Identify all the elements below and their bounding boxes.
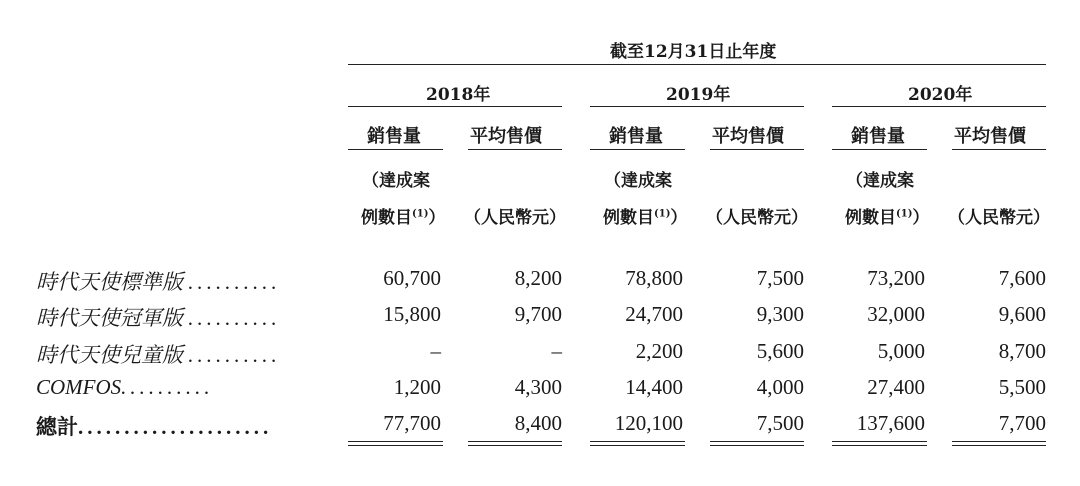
col-volume-2018: 銷售量 — [367, 126, 421, 147]
cell-standard-volume-2018: 60,700 — [383, 266, 441, 290]
col-underline-price-2019 — [710, 149, 804, 150]
period-underline — [348, 64, 1046, 65]
year-header-2019: 2019年 — [666, 85, 731, 105]
cell-total-price-2018: 8,400 — [514, 411, 562, 435]
row-label-comfos: COMFOS.......... — [36, 375, 214, 399]
cell-champion-price-2020: 9,600 — [998, 302, 1046, 326]
cell-champion-price-2018: 9,700 — [514, 302, 562, 326]
cell-total-price-2019: 7,500 — [756, 411, 804, 435]
col-underline-volume-2018 — [348, 149, 443, 150]
cell-comfos-price-2020: 5,500 — [998, 375, 1046, 399]
col-underline-price-2020 — [952, 149, 1046, 150]
row-label-children: 時代天使兒童版 .......... — [36, 343, 281, 367]
price-unit-2019: （人民幣元） — [706, 208, 808, 228]
total-double-rule-volume-2020 — [832, 441, 927, 446]
cell-children-volume-2020: 5,000 — [877, 339, 925, 363]
cell-champion-price-2019: 9,300 — [756, 302, 804, 326]
year-underline-2019 — [590, 106, 804, 107]
year-header-2018: 2018年 — [426, 85, 491, 105]
cell-total-volume-2019: 120,100 — [614, 411, 683, 435]
col-underline-volume-2019 — [590, 149, 685, 150]
cell-standard-price-2019: 7,500 — [756, 266, 804, 290]
cell-children-volume-2018: – — [430, 339, 441, 363]
cell-champion-volume-2019: 24,700 — [625, 302, 683, 326]
total-double-rule-price-2019 — [710, 441, 804, 446]
year-underline-2018 — [348, 106, 562, 107]
cell-total-volume-2020: 137,600 — [856, 411, 925, 435]
cell-comfos-volume-2018: 1,200 — [393, 375, 441, 399]
cell-standard-volume-2020: 73,200 — [867, 266, 925, 290]
cell-children-price-2020: 8,700 — [998, 339, 1046, 363]
col-volume-2020: 銷售量 — [851, 126, 905, 147]
row-label-total: 總計..................... — [36, 415, 273, 439]
volume-unit-line2-2019: 例數目$^{(1)}$） — [603, 208, 688, 228]
cell-standard-price-2018: 8,200 — [514, 266, 562, 290]
price-unit-2020: （人民幣元） — [948, 208, 1050, 228]
year-header-2020: 2020年 — [908, 85, 973, 105]
cell-comfos-volume-2020: 27,400 — [867, 375, 925, 399]
cell-standard-price-2020: 7,600 — [998, 266, 1046, 290]
volume-unit-line2-2018: 例數目$^{(1)}$） — [361, 208, 446, 228]
volume-unit-line2-2020: 例數目$^{(1)}$） — [845, 208, 930, 228]
cell-comfos-volume-2019: 14,400 — [625, 375, 683, 399]
cell-children-volume-2019: 2,200 — [635, 339, 683, 363]
col-underline-price-2018 — [468, 149, 562, 150]
row-label-champion: 時代天使冠軍版 .......... — [36, 306, 281, 330]
col-price-2018: 平均售價 — [470, 126, 542, 147]
cell-champion-volume-2018: 15,800 — [383, 302, 441, 326]
row-label-standard: 時代天使標準版 .......... — [36, 270, 281, 294]
total-double-rule-volume-2019 — [590, 441, 685, 446]
total-double-rule-price-2020 — [952, 441, 1046, 446]
total-double-rule-volume-2018 — [348, 441, 443, 446]
cell-comfos-price-2019: 4,000 — [756, 375, 804, 399]
volume-unit-line1-2020: （達成案 — [846, 171, 914, 191]
volume-unit-line1-2018: （達成案 — [362, 171, 430, 191]
col-price-2020: 平均售價 — [954, 126, 1026, 147]
col-volume-2019: 銷售量 — [609, 126, 663, 147]
cell-standard-volume-2019: 78,800 — [625, 266, 683, 290]
year-underline-2020 — [832, 106, 1046, 107]
cell-total-volume-2018: 77,700 — [383, 411, 441, 435]
price-unit-2018: （人民幣元） — [464, 208, 566, 228]
col-underline-volume-2020 — [832, 149, 927, 150]
volume-unit-line1-2019: （達成案 — [604, 171, 672, 191]
cell-comfos-price-2018: 4,300 — [514, 375, 562, 399]
cell-children-price-2019: 5,600 — [756, 339, 804, 363]
col-price-2019: 平均售價 — [712, 126, 784, 147]
cell-total-price-2020: 7,700 — [998, 411, 1046, 435]
cell-champion-volume-2020: 32,000 — [867, 302, 925, 326]
cell-children-price-2018: – — [551, 339, 562, 363]
period-header: 截至12月31日止年度 — [610, 42, 777, 62]
total-double-rule-price-2018 — [468, 441, 562, 446]
